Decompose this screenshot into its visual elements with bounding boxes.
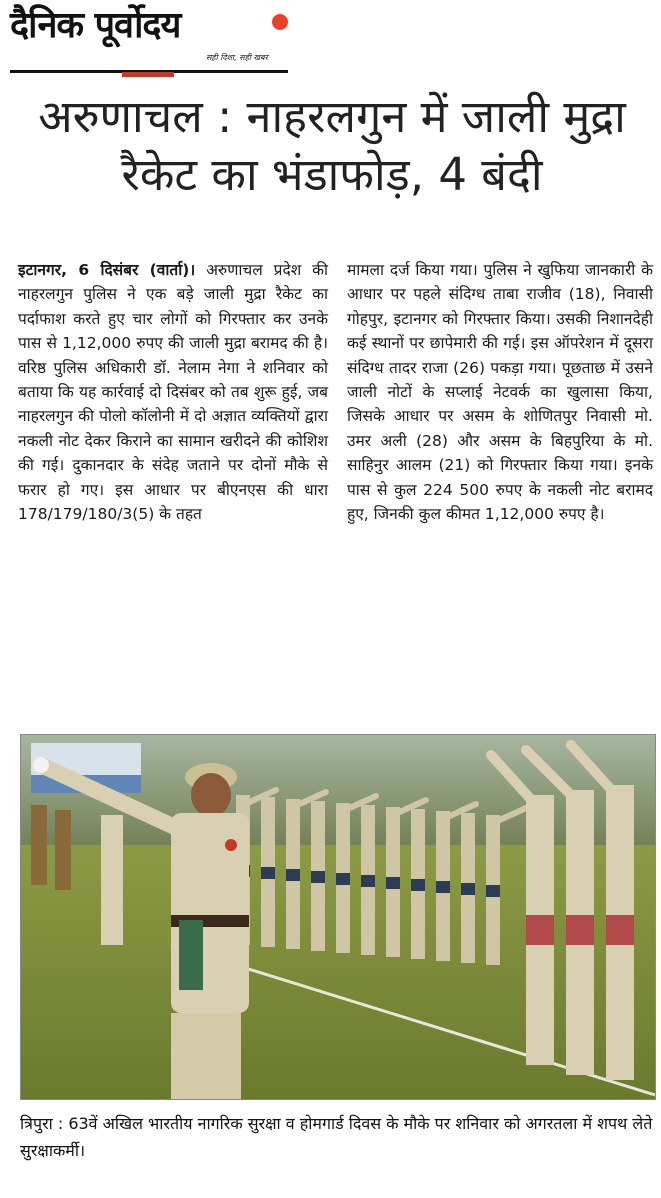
masthead: [10, 4, 290, 74]
article-column-right: [347, 258, 653, 526]
article-body-left: अरुणाचल प्रदेश की नाहरलगुन पुलिस ने एक बड़े जाली मुद्रा रैकेट का पर्दाफाश करते हुए चार लोगों को गिरफ्तार कर उनके पास से 1,12,000 रुपए की जाली मुद्रा बरामद की है। वरिष्ठ पुलिस अधिकारी डॉ. नेलाम नेगा ने शनिवार को बताया कि यह कार्रवाई दो दिसंबर को तब शुरू हुई, जब नाहरलगुन की पोलो कॉलोनी में दो अज्ञात व्यक्तियों द्वारा नकली नोट देकर किराने का सामान खरीदने की कोशिश की गई। दुकानदार के संदेह जताने पर दोनों मौके से फरार हो गए। इस आधार पर बीएनएस की धारा 178/179/180/3(5) के तहत: [18, 261, 329, 524]
news-photo: [20, 734, 656, 1100]
article-dateline: इटानगर, 6 दिसंबर (वार्ता)।: [18, 261, 196, 279]
newspaper-logo: दैनिक पूर्वोदय: [10, 5, 181, 46]
masthead-accent-bar: [122, 72, 174, 77]
photo-caption: [20, 1110, 654, 1164]
article-headline: अरुणाचल : नाहरलगुन में जाली मुद्रा रैकेट का भंडाफोड़, 4 बंदी: [38, 90, 626, 201]
article-column-left: [18, 258, 328, 526]
logo-tagline: सही दिशा, सही खबर: [206, 53, 268, 62]
parade-photo-illustration: [21, 735, 655, 1099]
photo-caption-text: त्रिपुरा : 63वें अखिल भारतीय नागरिक सुरक्षा व होमगार्ड दिवस के मौके पर शनिवार को अगरतला में शपथ लेते सुरक्षाकर्मी।: [20, 1114, 653, 1160]
article-body-right: मामला दर्ज किया गया। पुलिस ने खुफिया जानकारी के आधार पर पहले संदिग्ध ताबा राजीव (18), निवासी गोहपुर, इटानगर को गिरफ्तार किया। उसकी निशानदेही कई स्थानों पर छापेमारी की गई। इस ऑपरेशन में दूसरा संदिग्ध तादर राजा (26) पकड़ा गया। पूछताछ में उसने जाली नोटों के सप्लाई नेटवर्क का खुलासा किया, जिसके आधार पर असम के शोणितपुर निवासी मो. उमर अली (28) और असम के बिहपुरिया के मो. साहिनुर आलम (21) को गिरफ्तार किया गया। इनके पास से कुल 224 500 रुपए के नकली नोट बरामद हुए, जिनकी कुल कीमत 1,12,000 रुपए है।: [347, 261, 653, 524]
logo-dot-icon: [272, 14, 288, 30]
